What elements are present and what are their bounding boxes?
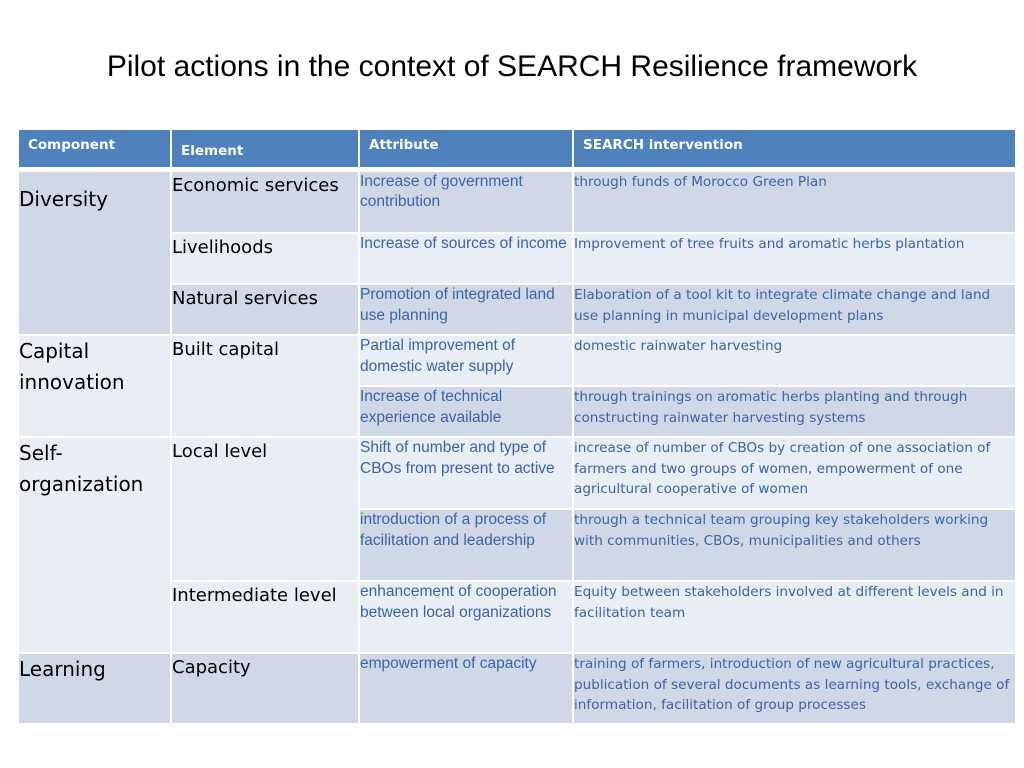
element-cell: Capacity bbox=[171, 653, 359, 724]
header-component: Component bbox=[18, 129, 171, 169]
table-row bbox=[18, 653, 1016, 724]
table-row bbox=[18, 335, 1016, 386]
attribute-cell: Increase of government contribution bbox=[359, 169, 573, 233]
header-intervention: SEARCH intervention bbox=[573, 129, 1016, 169]
element-cell: Built capital bbox=[171, 335, 359, 437]
element-cell: Livelihoods bbox=[171, 233, 359, 284]
intervention-cell: Equity between stakeholders involved at different levels and in facilitation team bbox=[573, 581, 1016, 653]
intervention-cell: domestic rainwater harvesting bbox=[573, 335, 1016, 386]
component-cell: Capital innovation bbox=[18, 335, 171, 437]
intervention-cell: Improvement of tree fruits and aromatic herbs plantation bbox=[573, 233, 1016, 284]
header-attribute: Attribute bbox=[359, 129, 573, 169]
intervention-cell: through trainings on aromatic herbs planting and through constructing rainwater harvesting systems bbox=[573, 386, 1016, 437]
element-cell: Natural services bbox=[171, 284, 359, 335]
intervention-cell: through funds of Morocco Green Plan bbox=[573, 169, 1016, 233]
intervention-cell: Elaboration of a tool kit to integrate climate change and land use planning in municipal development plans bbox=[573, 284, 1016, 335]
element-cell: Economic services bbox=[171, 169, 359, 233]
attribute-cell: Increase of sources of income bbox=[359, 233, 573, 284]
attribute-cell: Shift of number and type of CBOs from present to active bbox=[359, 437, 573, 509]
element-cell: Local level bbox=[171, 437, 359, 581]
component-cell: Diversity bbox=[18, 169, 171, 335]
intervention-cell: increase of number of CBOs by creation of one association of farmers and two groups of women, empowerment of one agricultural cooperative of women bbox=[573, 437, 1016, 509]
header-element: Element bbox=[171, 129, 359, 169]
table-row bbox=[18, 437, 1016, 509]
attribute-cell: Partial improvement of domestic water supply bbox=[359, 335, 573, 386]
intervention-cell: training of farmers, introduction of new agricultural practices, publication of several documents as learning tools, exchange of information, facilitation of group processes bbox=[573, 653, 1016, 724]
attribute-cell: introduction of a process of facilitation and leadership bbox=[359, 509, 573, 581]
attribute-cell: Increase of technical experience available bbox=[359, 386, 573, 437]
table-row bbox=[18, 169, 1016, 233]
component-cell: Learning bbox=[18, 653, 171, 724]
slide-title: Pilot actions in the context of SEARCH Resilience framework bbox=[106, 50, 918, 83]
element-cell: Intermediate level bbox=[171, 581, 359, 653]
intervention-cell: through a technical team grouping key stakeholders working with communities, CBOs, municipalities and others bbox=[573, 509, 1016, 581]
component-cell: Self-organization bbox=[18, 437, 171, 653]
table-header-row bbox=[18, 129, 1016, 169]
attribute-cell: Promotion of integrated land use planning bbox=[359, 284, 573, 335]
attribute-cell: enhancement of cooperation between local organizations bbox=[359, 581, 573, 653]
attribute-cell: empowerment of capacity bbox=[359, 653, 573, 724]
resilience-table bbox=[17, 128, 1017, 725]
